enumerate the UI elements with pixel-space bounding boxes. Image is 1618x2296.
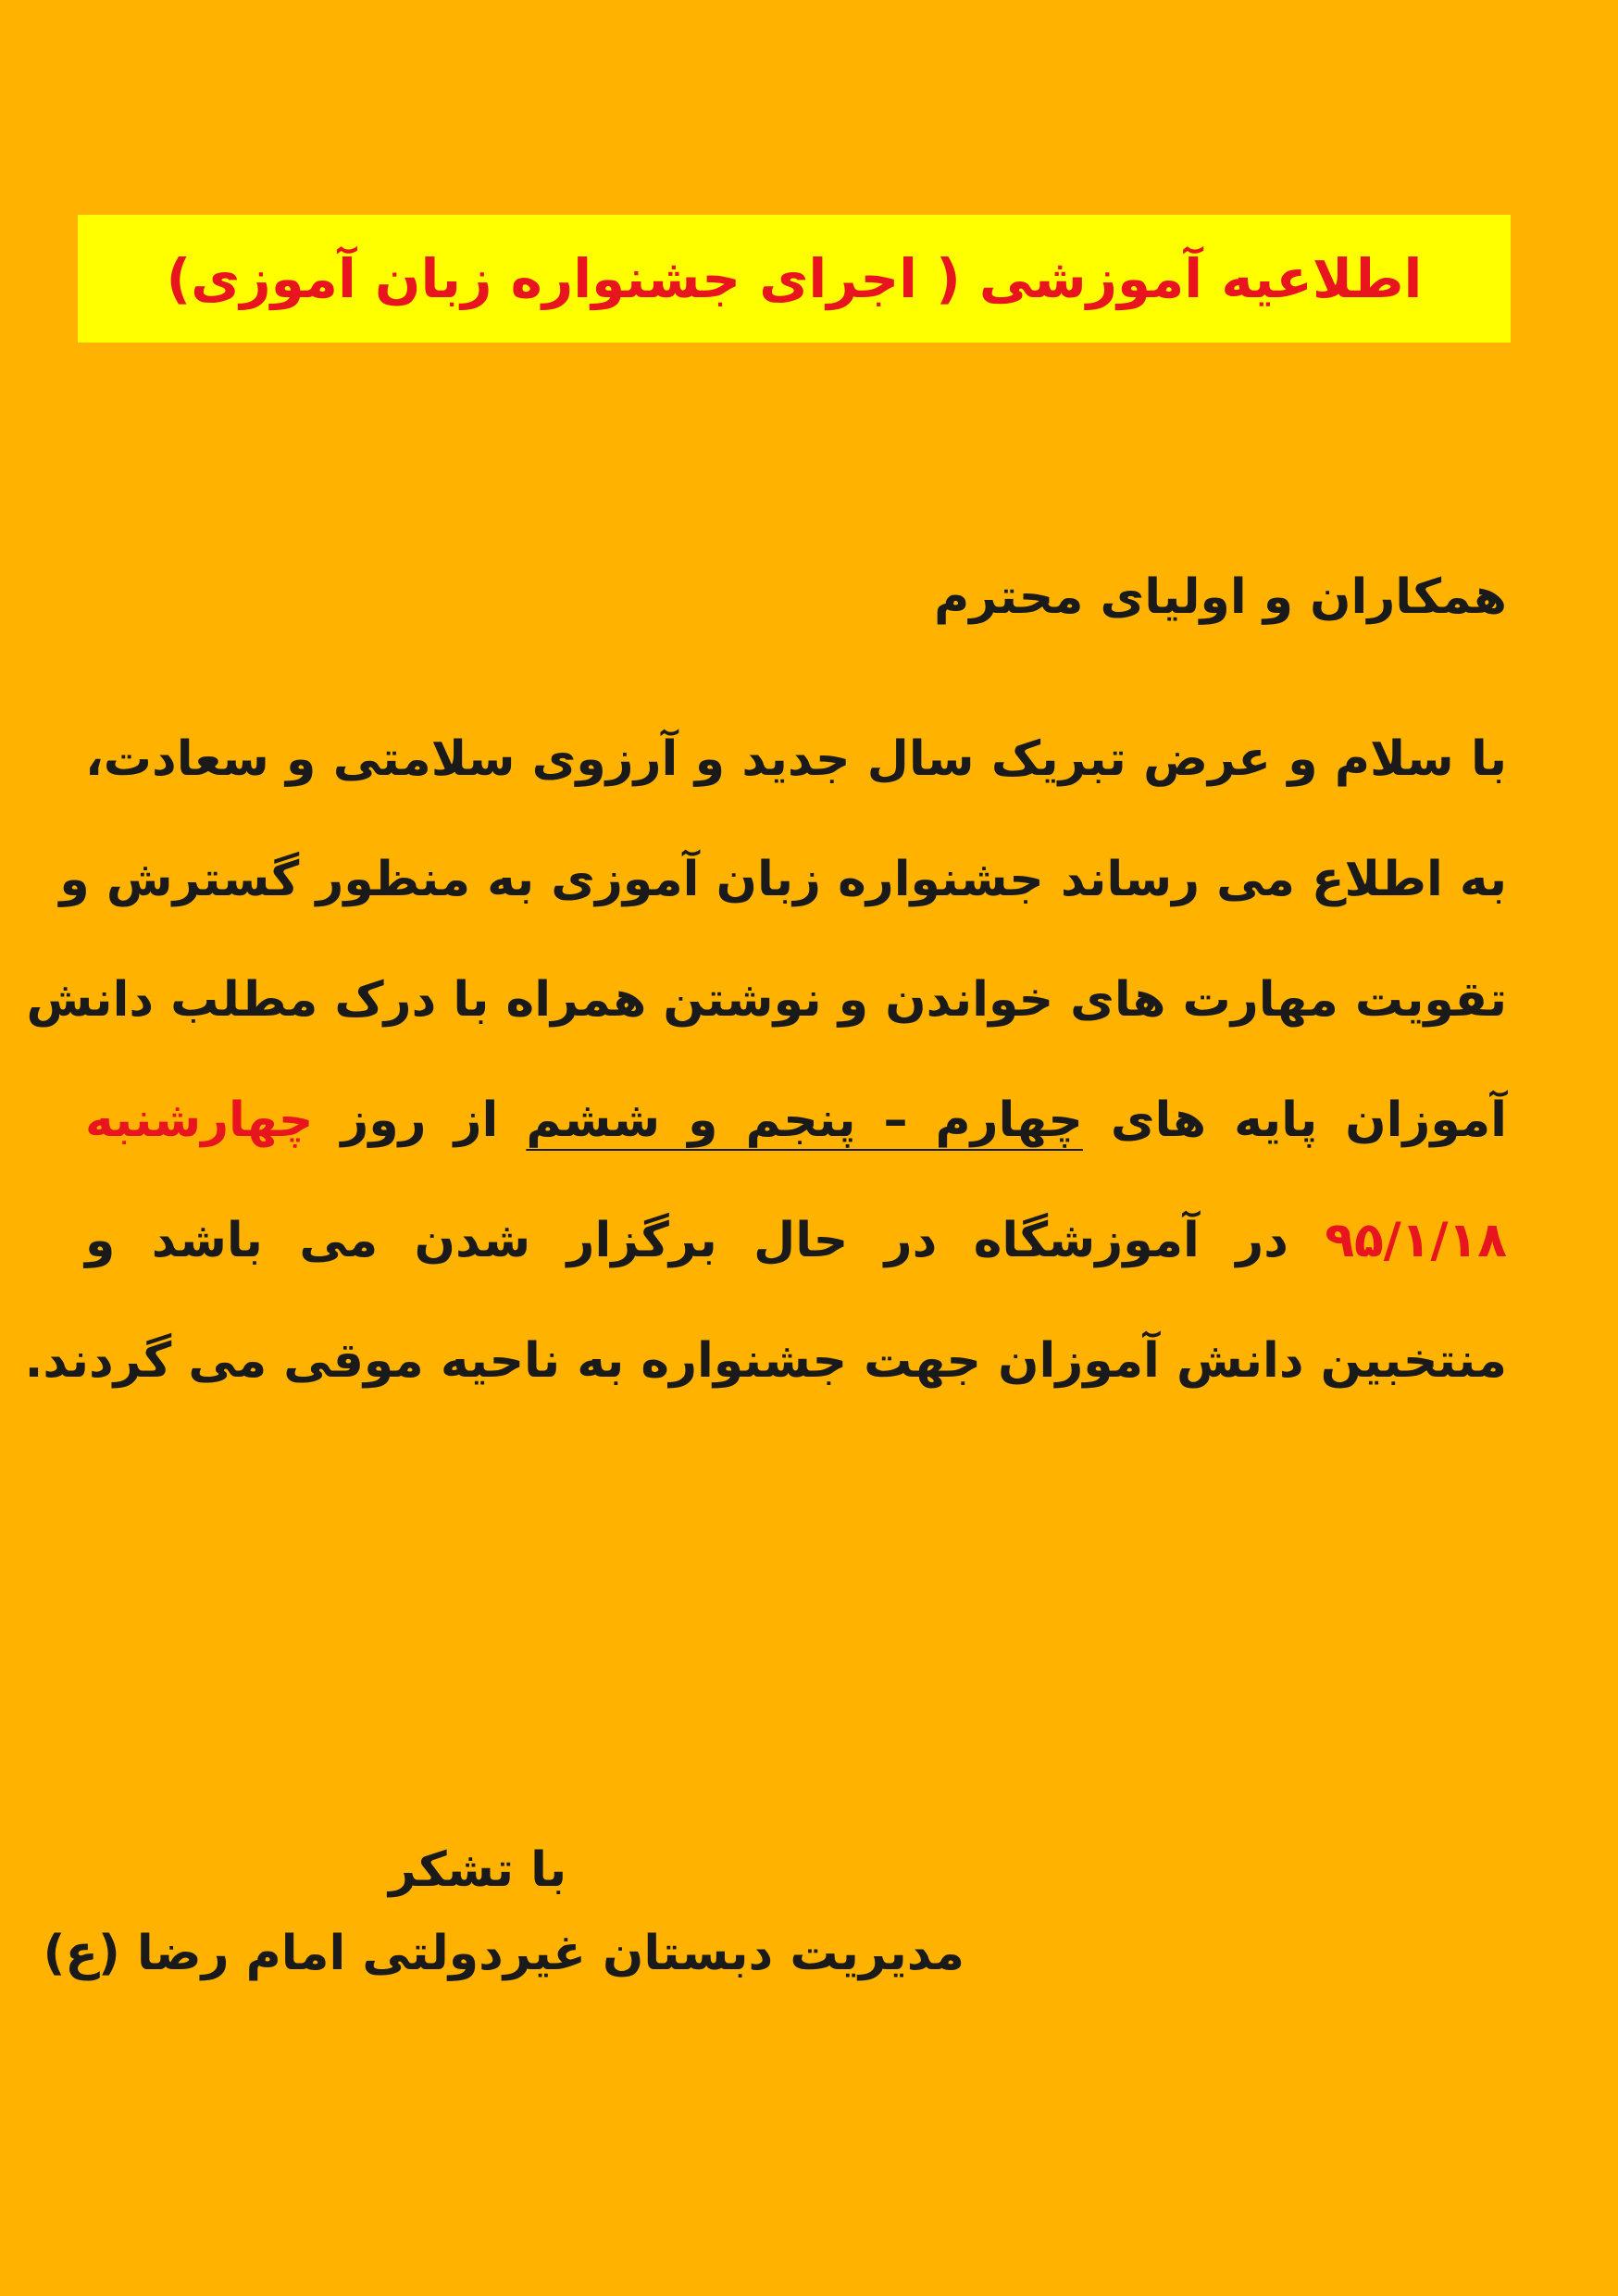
paragraph-line-4 xyxy=(85,1083,1507,1204)
line5-rest: در آموزشگاه در حال برگزار شدن می باشد و xyxy=(85,1213,1326,1268)
grades-underlined: چهارم – پنجم و ششم xyxy=(526,1092,1083,1148)
announcement-paragraph xyxy=(24,722,1507,1444)
paragraph-line-2: به اطلاع می رساند جشنواره زبان آموزی به منظور گسترش و xyxy=(59,852,1507,907)
paragraph-line-3: تقویت مهارت های خواندن و نوشتن همراه با درک مطلب دانش xyxy=(26,972,1507,1028)
paragraph-line-1: با سلام و عرض تبریک سال جدید و آرزوی سلامتی و سعادت، xyxy=(85,731,1507,787)
weekday-highlight: چهارشنبه xyxy=(85,1092,314,1148)
signature: مدیریت دبستان غیردولتی امام رضا (ع) xyxy=(43,1926,965,1981)
line4-middle: از روز xyxy=(313,1092,527,1148)
page-title: اطلاعیه آموزشی ( اجرای جشنواره زبان آموزی) xyxy=(166,247,1423,310)
closing-thanks: با تشکر xyxy=(389,1842,567,1898)
title-banner xyxy=(78,215,1511,343)
date-highlight: ۹۵/۱/۱۸ xyxy=(1325,1213,1507,1268)
greeting: همکاران و اولیای محترم xyxy=(934,569,1507,625)
line4-start: آموزان پایه های xyxy=(1082,1092,1507,1148)
paragraph-line-5 xyxy=(85,1204,1507,1324)
paragraph-line-6: منتخبین دانش آموزان جهت جشنواره به ناحیه موقی می گردند. xyxy=(24,1333,1507,1389)
